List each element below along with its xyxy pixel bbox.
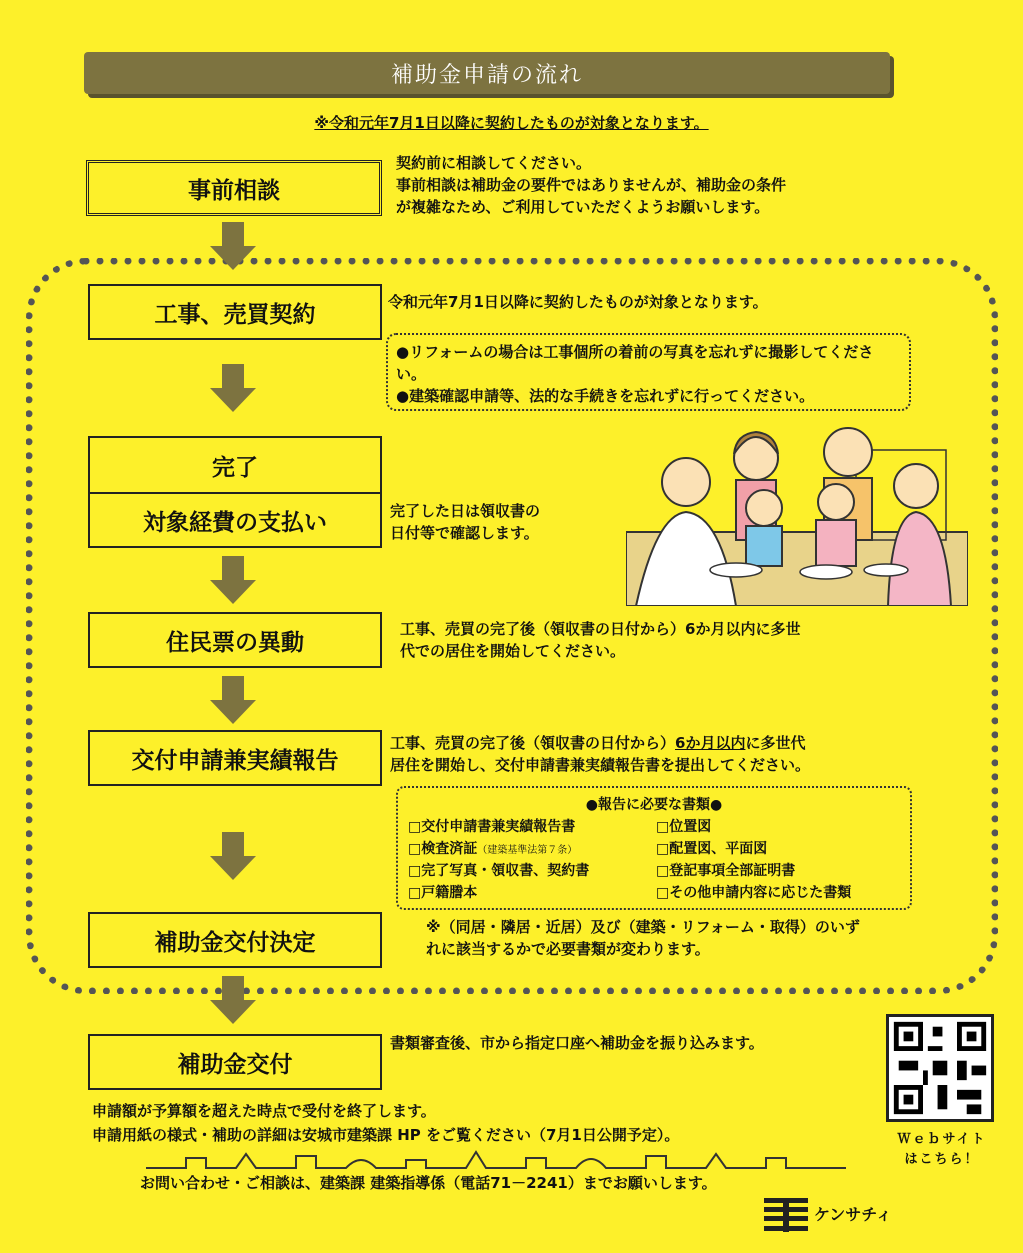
website-caption[interactable]: Ｗｅｂサイト はこちら！: [897, 1132, 987, 1167]
step-label: 交付申請兼実績報告: [131, 747, 339, 774]
footer-contact: お問い合わせ・ご相談は、建築課 建築指導係（電話71－2241）までお願いします。: [140, 1174, 717, 1192]
reminder-box: [386, 333, 911, 411]
document-item: □登記事項全部証明書: [656, 863, 796, 879]
required-documents-box: [396, 786, 912, 910]
down-arrow-icon: [210, 364, 256, 412]
step-completion-payment: [88, 436, 382, 548]
document-item: □交付申請書兼実績報告書: [408, 819, 576, 835]
down-arrow-icon: [210, 832, 256, 880]
desc-underlined-part: 6か月以内: [675, 734, 746, 752]
kensachi-logo-text: ケンサチィ: [814, 1205, 892, 1224]
required-documents-title: ●報告に必要な書類●: [585, 797, 723, 813]
kensachi-logo-icon: [764, 1198, 808, 1232]
footer-details-note: 申請用紙の様式・補助の詳細は安城市建築課 HP をご覧ください（7月1日公開予定）。: [92, 1126, 680, 1144]
step-construction-contract-desc: 令和元年7月1日以降に契約したものが対象となります。: [388, 293, 768, 311]
townscape-line-decoration: [146, 1146, 846, 1172]
step-label: 補助金交付: [177, 1051, 293, 1078]
eligibility-notice: [0, 112, 1023, 133]
step-construction-contract: [88, 284, 382, 340]
reminder-legal: ●建築確認申請等、法的な手続きを忘れずに行ってください。: [396, 387, 815, 405]
step-grant-application-desc: [390, 732, 910, 776]
down-arrow-icon: [210, 556, 256, 604]
document-item-note: （建築基準法第７条）: [477, 845, 578, 856]
step-grant-payment-desc: 書類審査後、市から指定口座へ補助金を振り込みます。: [390, 1034, 764, 1052]
step-grant-payment: [88, 1034, 382, 1090]
eligibility-notice-text: ※令和元年7月1日以降に契約したものが対象となります。: [314, 114, 709, 132]
step-resident-registration-desc: 工事、売買の完了後（領収書の日付から）6か月以内に多世 代での居住を開始してください。: [400, 620, 801, 660]
step-prior-consultation-desc: 契約前に相談してください。 事前相談は補助金の要件ではありませんが、補助金の条件 が複雑なため、ご利用していただくようお願いします。: [396, 154, 787, 216]
desc-part: に多世代 居住を開始し、交付申請書兼実績報告書を提出してください。: [390, 734, 811, 774]
document-item-label: □検査済証: [408, 841, 478, 857]
step-label: 住民票の異動: [166, 629, 304, 656]
documents-footnote: ※（同居・隣居・近居）及び（建築・リフォーム・取得）のいず れに該当するかで必要書類が変わります。: [426, 918, 860, 958]
step-label: 工事、売買契約: [154, 301, 316, 328]
step-resident-registration: [88, 612, 382, 668]
step-prior-consultation: [86, 160, 382, 216]
page-title: 補助金申請の流れ: [390, 62, 583, 88]
step-completion-desc: 完了した日は領収書の 日付等で確認します。: [390, 502, 541, 542]
step-payment: [90, 494, 380, 546]
down-arrow-icon: [210, 676, 256, 724]
down-arrow-icon: [210, 976, 256, 1024]
step-label: 補助金交付決定: [154, 929, 316, 956]
down-arrow-icon: [210, 222, 256, 270]
step-label: 事前相談: [188, 177, 280, 204]
footer-budget-note: 申請額が予算額を超えた時点で受付を終了します。: [92, 1102, 436, 1120]
step-label: 完了: [212, 454, 258, 481]
title-banner: [84, 52, 890, 94]
document-item: □位置図: [656, 819, 712, 835]
step-completion: [90, 438, 380, 494]
qr-code-icon[interactable]: [886, 1014, 994, 1122]
document-item: □完了写真・領収書、契約書: [408, 863, 590, 879]
document-item: □その他申請内容に応じた書類: [656, 885, 852, 901]
document-item: □配置図、平面図: [656, 841, 768, 857]
document-item: [408, 838, 652, 858]
step-label: 対象経費の支払い: [143, 509, 327, 536]
step-grant-application: [88, 730, 382, 786]
desc-part: 工事、売買の完了後（領収書の日付から）: [390, 734, 676, 752]
document-item: □戸籍謄本: [408, 885, 478, 901]
reminder-photo: ●リフォームの場合は工事個所の着前の写真を忘れずに撮影してください。: [396, 343, 874, 383]
step-grant-decision: [88, 912, 382, 968]
family-dinner-illustration: [626, 420, 968, 606]
